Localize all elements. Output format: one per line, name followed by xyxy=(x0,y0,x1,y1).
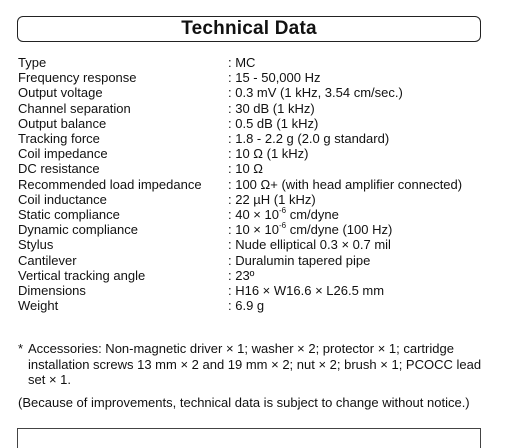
spec-value-exponent: -6 xyxy=(278,205,287,215)
spec-row-dc-resistance xyxy=(18,161,488,176)
spec-value: : Nude elliptical 0.3 × 0.7 mil xyxy=(228,237,391,253)
spec-label: Output balance xyxy=(18,115,107,131)
spec-label: Output voltage xyxy=(18,85,103,101)
spec-value-base: : 40 × 10 xyxy=(228,207,279,223)
spec-label: Dimensions xyxy=(18,283,86,299)
spec-value-unit: cm/dyne (100 Hz) xyxy=(286,222,393,238)
spec-label: Recommended load impedance xyxy=(18,176,202,192)
spec-value: : 30 dB (1 kHz) xyxy=(228,100,315,116)
spec-row-recommended-load-impedance xyxy=(18,177,488,192)
spec-row-type xyxy=(18,55,488,70)
spec-row-tracking-force xyxy=(18,131,488,146)
spec-value-exponent: -6 xyxy=(278,220,287,230)
section-title-box xyxy=(17,16,481,42)
next-section-box xyxy=(17,428,481,448)
spec-row-stylus xyxy=(18,237,488,252)
spec-value: : H16 × W16.6 × L26.5 mm xyxy=(228,283,385,299)
spec-label: Frequency response xyxy=(18,70,137,86)
spec-value: : 1.8 - 2.2 g (2.0 g standard) xyxy=(228,131,390,147)
spec-label: Type xyxy=(18,55,47,70)
spec-row-coil-impedance xyxy=(18,146,488,161)
spec-label: Cantilever xyxy=(18,252,77,268)
spec-label: Static compliance xyxy=(18,207,120,223)
spec-value: : MC xyxy=(228,55,256,70)
spec-label: Coil inductance xyxy=(18,191,107,207)
accessories-text: Accessories: Non-magnetic driver × 1; washer × 2; protector × 1; cartridge installation screws 13 mm × 2 and 19 mm × 2; nut × 2; brush × 1; PCOCC lead set × 1. xyxy=(28,341,482,387)
spec-value: : Duralumin tapered pipe xyxy=(228,252,371,268)
spec-row-dynamic-compliance xyxy=(18,222,488,237)
spec-value: : 100 Ω+ (with head amplifier connected) xyxy=(228,176,463,192)
disclaimer-text: (Because of improvements, technical data is subject to change without notice.) xyxy=(18,395,470,410)
spec-value-base: : 10 × 10 xyxy=(228,222,279,238)
spec-list xyxy=(18,55,488,313)
accessories-note xyxy=(18,341,484,388)
spec-row-dimensions xyxy=(18,283,488,298)
spec-value: : 23º xyxy=(228,267,255,283)
spec-value: : 22 µH (1 kHz) xyxy=(228,191,316,207)
spec-label: Channel separation xyxy=(18,100,131,116)
spec-row-vertical-tracking-angle xyxy=(18,268,488,283)
spec-value: : 15 - 50,000 Hz xyxy=(228,70,321,86)
spec-label: Stylus xyxy=(18,237,54,253)
spec-row-frequency-response xyxy=(18,70,488,85)
spec-label: Coil impedance xyxy=(18,146,108,162)
spec-label: Weight xyxy=(18,298,59,314)
spec-row-static-compliance xyxy=(18,207,488,222)
spec-row-channel-separation xyxy=(18,101,488,116)
footnote-marker: * xyxy=(18,341,24,356)
spec-value: : 0.3 mV (1 kHz, 3.54 cm/sec.) xyxy=(228,85,403,101)
spec-value: : 10 Ω xyxy=(228,161,264,177)
spec-value xyxy=(228,222,488,237)
spec-value: : 6.9 g xyxy=(228,298,265,314)
spec-row-cantilever xyxy=(18,253,488,268)
spec-row-output-balance xyxy=(18,116,488,131)
spec-label: Tracking force xyxy=(18,131,100,147)
spec-label: Dynamic compliance xyxy=(18,222,138,238)
spec-row-weight xyxy=(18,298,488,313)
spec-value xyxy=(228,207,488,222)
spec-value-unit: cm/dyne xyxy=(286,207,339,223)
spec-label: Vertical tracking angle xyxy=(18,267,146,283)
spec-value: : 10 Ω (1 kHz) xyxy=(228,146,309,162)
spec-value: : 0.5 dB (1 kHz) xyxy=(228,115,319,131)
section-title: Technical Data xyxy=(181,18,317,39)
spec-row-coil-inductance xyxy=(18,192,488,207)
spec-row-output-voltage xyxy=(18,85,488,100)
spec-label: DC resistance xyxy=(18,161,100,177)
